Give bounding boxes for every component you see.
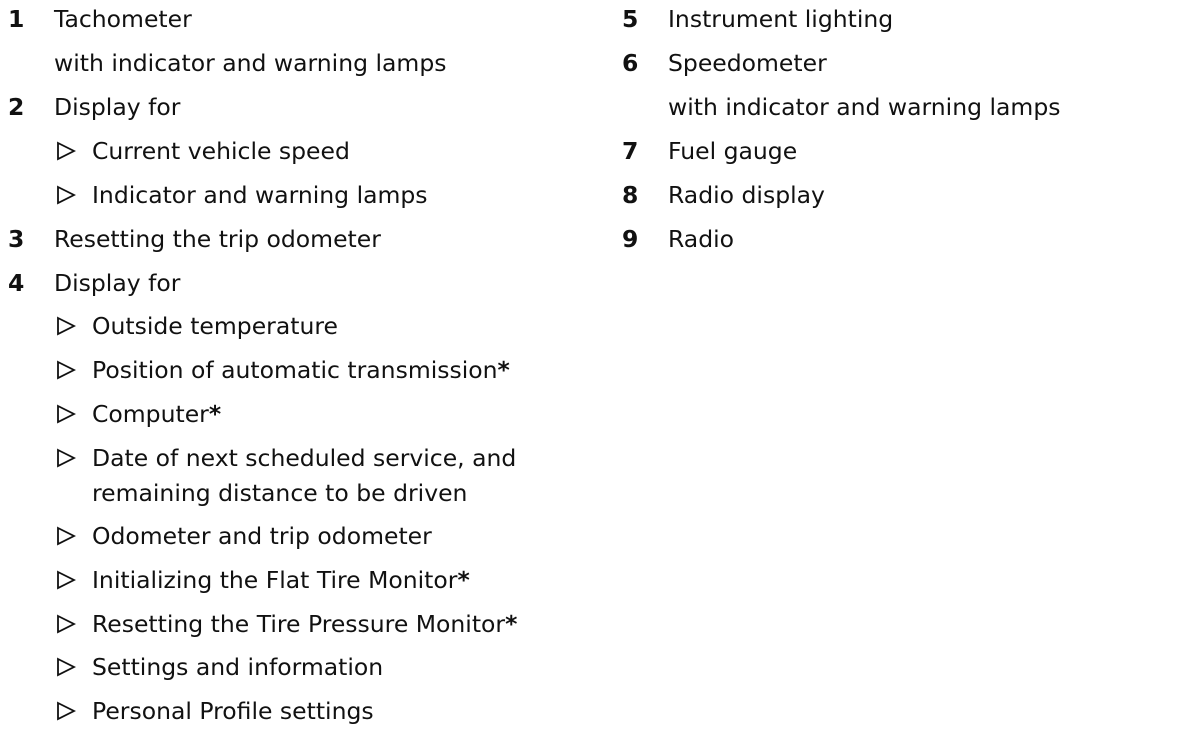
subitem-personal-profile-settings: Personal Profile settings xyxy=(92,697,374,725)
subitem-initializing-flat-tire-monitor xyxy=(92,563,470,597)
subitem-indicator-warning-lamps: Indicator and warning lamps xyxy=(92,181,428,209)
item-number-7: 7 xyxy=(622,137,639,165)
item-number-8: 8 xyxy=(622,181,639,209)
item-label-radio-display: Radio display xyxy=(668,181,825,209)
item-continuation-speedometer: with indicator and warning lamps xyxy=(668,93,1061,121)
subitem-date-next-service: Date of next scheduled service, and xyxy=(92,444,517,472)
item-number-3: 3 xyxy=(8,225,25,253)
item-label-instrument-lighting: Instrument lighting xyxy=(668,5,894,33)
item-number-5: 5 xyxy=(622,5,639,33)
triangle-bullet-icon xyxy=(56,397,78,431)
triangle-bullet-icon xyxy=(56,178,78,212)
item-continuation-tachometer: with indicator and warning lamps xyxy=(54,49,447,77)
subitem-text: Resetting the Tire Pressure Monitor xyxy=(92,610,506,638)
triangle-bullet-icon xyxy=(56,694,78,728)
subitem-outside-temperature: Outside temperature xyxy=(92,312,338,340)
item-label-fuel-gauge: Fuel gauge xyxy=(668,137,798,165)
item-number-2: 2 xyxy=(8,93,25,121)
triangle-bullet-icon xyxy=(56,607,78,641)
subitem-text: Position of automatic transmission xyxy=(92,356,498,384)
item-label-display-for-4: Display for xyxy=(54,269,181,297)
optional-equipment-asterisk: * xyxy=(208,400,222,428)
triangle-bullet-icon xyxy=(56,353,78,387)
triangle-bullet-icon xyxy=(56,519,78,553)
subitem-resetting-tire-pressure-monitor xyxy=(92,607,517,641)
item-label-speedometer: Speedometer xyxy=(668,49,827,77)
item-label-display-for-2: Display for xyxy=(54,93,181,121)
subitem-current-vehicle-speed: Current vehicle speed xyxy=(92,137,350,165)
item-label-radio: Radio xyxy=(668,225,735,253)
item-number-9: 9 xyxy=(622,225,639,253)
subitem-date-next-service-continuation: remaining distance to be driven xyxy=(92,479,468,507)
item-label-resetting-trip-odometer: Resetting the trip odometer xyxy=(54,225,381,253)
optional-equipment-asterisk: * xyxy=(457,566,470,594)
triangle-bullet-icon xyxy=(56,650,78,684)
subitem-text: Computer xyxy=(92,400,209,428)
subitem-settings-information: Settings and information xyxy=(92,653,384,681)
triangle-bullet-icon xyxy=(56,563,78,597)
triangle-bullet-icon xyxy=(56,134,78,168)
item-number-1: 1 xyxy=(8,5,25,33)
subitem-computer xyxy=(92,397,221,431)
item-number-6: 6 xyxy=(622,49,639,77)
item-number-4: 4 xyxy=(8,269,25,297)
optional-equipment-asterisk: * xyxy=(505,610,518,638)
subitem-position-automatic-transmission xyxy=(92,353,510,387)
subitem-odometer-trip-odometer: Odometer and trip odometer xyxy=(92,522,432,550)
item-label-tachometer: Tachometer xyxy=(54,5,192,33)
triangle-bullet-icon xyxy=(56,309,78,343)
triangle-bullet-icon xyxy=(56,441,78,475)
subitem-text: Initializing the Flat Tire Monitor xyxy=(92,566,458,594)
optional-equipment-asterisk: * xyxy=(497,356,510,384)
